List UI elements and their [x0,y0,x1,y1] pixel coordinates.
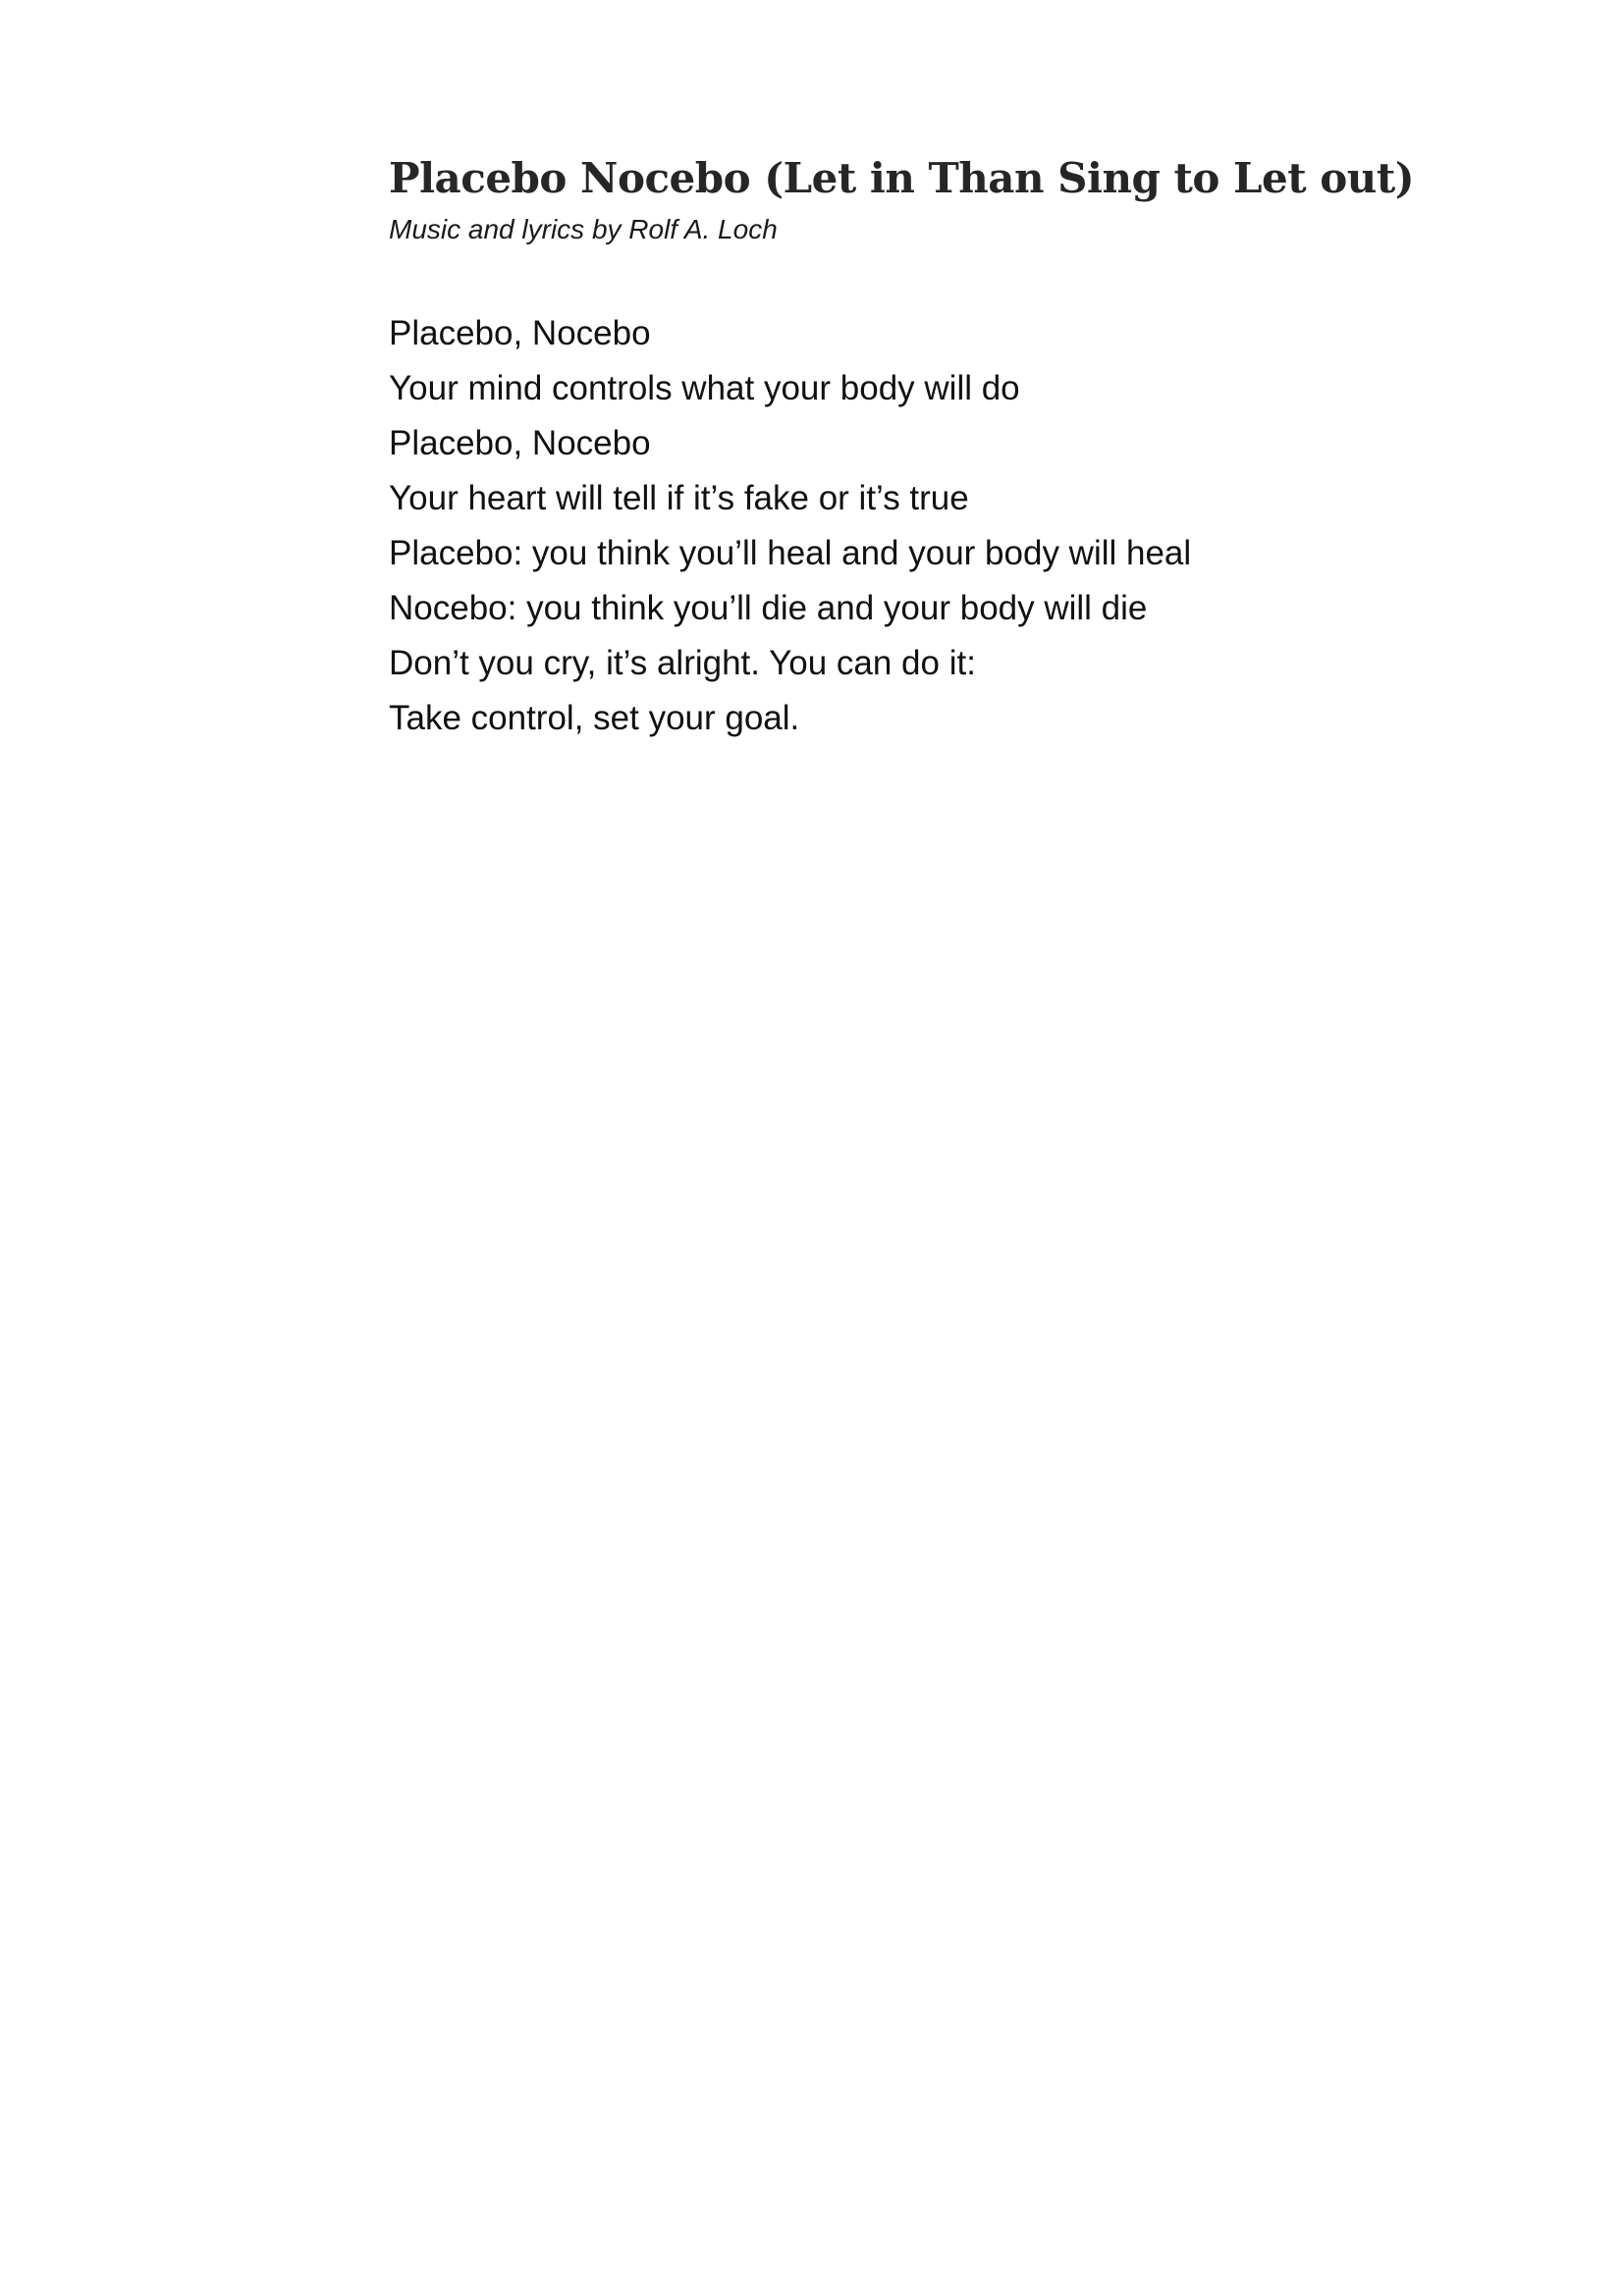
lyrics-block [389,306,1518,746]
lyric-line: Take control, set your goal. [389,699,800,737]
lyric-line: Your heart will tell if it’s fake or it’s true [389,479,969,517]
lyric-line: Nocebo: you think you’ll die and your body will die [389,589,1148,627]
song-title: Placebo Nocebo (Let in Than Sing to Let out) [389,154,1415,202]
song-credits: Music and lyrics by Rolf A. Loch [389,214,778,244]
lyric-line: Placebo, Nocebo [389,314,651,352]
lyric-line: Placebo: you think you’ll heal and your body will heal [389,534,1192,572]
lyric-line: Placebo, Nocebo [389,424,651,462]
lyric-line: Don’t you cry, it’s alright. You can do it: [389,644,976,682]
lyric-line: Your mind controls what your body will do [389,369,1020,407]
song-content [389,147,1518,746]
